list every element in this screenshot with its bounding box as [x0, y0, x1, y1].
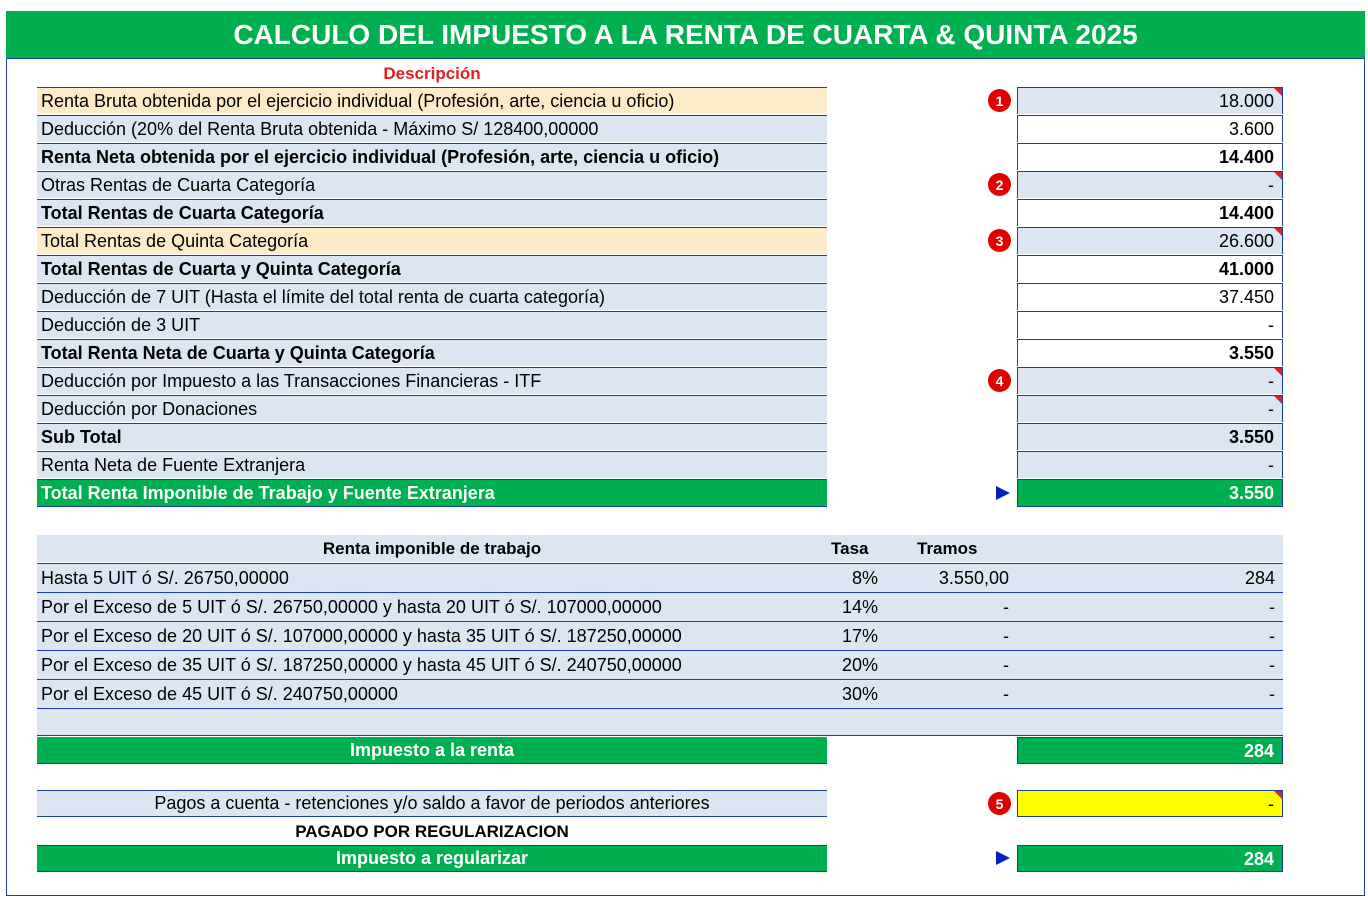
tramo-desc: Por el Exceso de 5 UIT ó S/. 26750,00000 y hasta 20 UIT ó S/. 107000,00000	[41, 597, 662, 617]
header-tasa: Tasa	[831, 539, 869, 558]
row-donaciones: Deducción por Donaciones	[37, 395, 827, 422]
value-impuesto-regularizar: 284	[1017, 845, 1283, 872]
row-deduccion-3uit: Deducción de 3 UIT	[37, 311, 827, 338]
table-row	[37, 679, 1283, 708]
step-badge-4: 4	[988, 369, 1011, 392]
tramo-rate: 8%	[851, 568, 878, 588]
row-total-quinta: Total Rentas de Quinta Categoría	[37, 227, 827, 254]
impuesto-regularizar-label: Impuesto a regularizar	[335, 848, 529, 868]
tramo-amount: -	[1269, 626, 1275, 646]
value-total-renta-neta: 3.550	[1017, 339, 1283, 366]
value-deduccion-20: 3.600	[1017, 115, 1283, 142]
row-total-renta-neta: Total Renta Neta de Cuarta y Quinta Categoría	[37, 339, 827, 366]
row-renta-bruta: Renta Bruta obtenida por el ejercicio individual (Profesión, arte, ciencia u oficio)	[37, 87, 827, 114]
table-row	[37, 563, 1283, 592]
row-otras-rentas: Otras Rentas de Cuarta Categoría	[37, 171, 827, 198]
value-itf[interactable]: -	[1017, 367, 1283, 394]
tramo-amount: 284	[1244, 568, 1275, 588]
header-tramos: Tramos	[917, 539, 978, 558]
impuesto-renta-band	[37, 737, 827, 764]
tramo-amount: -	[1269, 597, 1275, 617]
row-deduccion-20: Deducción (20% del Renta Bruta obtenida - Máximo S/ 128400,00000	[37, 115, 827, 142]
value-fuente-extranjera: -	[1017, 451, 1283, 478]
row-total-cuarta: Total Rentas de Cuarta Categoría	[37, 199, 827, 226]
table-row-empty	[37, 708, 1283, 736]
tramo-rate: 14%	[841, 597, 878, 617]
step-badge-2: 2	[988, 173, 1011, 196]
value-impuesto-renta: 284	[1017, 737, 1283, 764]
tramo-rate: 20%	[841, 655, 878, 675]
tramo-rate: 17%	[841, 626, 878, 646]
tramo-value: -	[1003, 684, 1009, 704]
value-otras-rentas[interactable]: -	[1017, 171, 1283, 198]
row-sub-total: Sub Total	[37, 423, 827, 450]
value-deduccion-7uit: 37.450	[1017, 283, 1283, 310]
step-badge-5: 5	[988, 792, 1011, 815]
tramos-table-header	[37, 535, 1283, 562]
tramo-rate: 30%	[841, 684, 878, 704]
value-deduccion-3uit: -	[1017, 311, 1283, 338]
value-total-cuarta-quinta: 41.000	[1017, 255, 1283, 282]
tramo-desc: Por el Exceso de 45 UIT ó S/. 240750,00000	[41, 684, 398, 704]
value-donaciones[interactable]: -	[1017, 395, 1283, 422]
tramo-desc: Por el Exceso de 35 UIT ó S/. 187250,00000 y hasta 45 UIT ó S/. 240750,00000	[41, 655, 682, 675]
value-total-renta-imponible: 3.550	[1017, 479, 1283, 507]
tramo-amount: -	[1269, 684, 1275, 704]
pagos-cuenta-label: Pagos a cuenta - retenciones y/o saldo a favor de periodos anteriores	[154, 793, 710, 813]
description-header: Descripción	[383, 64, 481, 83]
value-sub-total: 3.550	[1017, 423, 1283, 450]
value-total-quinta[interactable]: 26.600	[1017, 227, 1283, 254]
arrow-right-icon	[996, 851, 1010, 865]
pagado-regularizacion-label: PAGADO POR REGULARIZACION	[295, 822, 569, 841]
row-total-renta-imponible: Total Renta Imponible de Trabajo y Fuente Extranjera	[37, 479, 827, 507]
impuesto-renta-label: Impuesto a la renta	[349, 740, 515, 760]
tramo-value: 3.550,00	[938, 568, 1009, 588]
row-itf: Deducción por Impuesto a las Transacciones Financieras - ITF	[37, 367, 827, 394]
impuesto-regularizar-band	[37, 845, 827, 872]
row-total-cuarta-quinta: Total Rentas de Cuarta y Quinta Categoría	[37, 255, 827, 282]
value-total-cuarta: 14.400	[1017, 199, 1283, 226]
tramo-desc: Por el Exceso de 20 UIT ó S/. 107000,00000 y hasta 35 UIT ó S/. 187250,00000	[41, 626, 682, 646]
value-pagos-cuenta[interactable]: -	[1017, 790, 1283, 817]
table-row	[37, 621, 1283, 650]
page-title: CALCULO DEL IMPUESTO A LA RENTA DE CUARTA & QUINTA 2025	[6, 11, 1365, 58]
row-renta-neta: Renta Neta obtenida por el ejercicio individual (Profesión, arte, ciencia u oficio)	[37, 143, 827, 170]
step-badge-3: 3	[988, 229, 1011, 252]
row-fuente-extranjera: Renta Neta de Fuente Extranjera	[37, 451, 827, 478]
tramo-amount: -	[1269, 655, 1275, 675]
tramo-desc: Hasta 5 UIT ó S/. 26750,00000	[41, 568, 289, 588]
step-badge-1: 1	[988, 89, 1011, 112]
tramo-value: -	[1003, 626, 1009, 646]
tramo-value: -	[1003, 655, 1009, 675]
value-renta-neta: 14.400	[1017, 143, 1283, 170]
tramo-value: -	[1003, 597, 1009, 617]
table-row	[37, 650, 1283, 679]
arrow-right-icon	[996, 486, 1010, 500]
table-row	[37, 592, 1283, 621]
value-renta-bruta[interactable]: 18.000	[1017, 87, 1283, 114]
pagos-cuenta-band	[37, 790, 827, 817]
header-renta-imponible: Renta imponible de trabajo	[322, 539, 542, 558]
row-deduccion-7uit: Deducción de 7 UIT (Hasta el límite del total renta de cuarta categoría)	[37, 283, 827, 310]
